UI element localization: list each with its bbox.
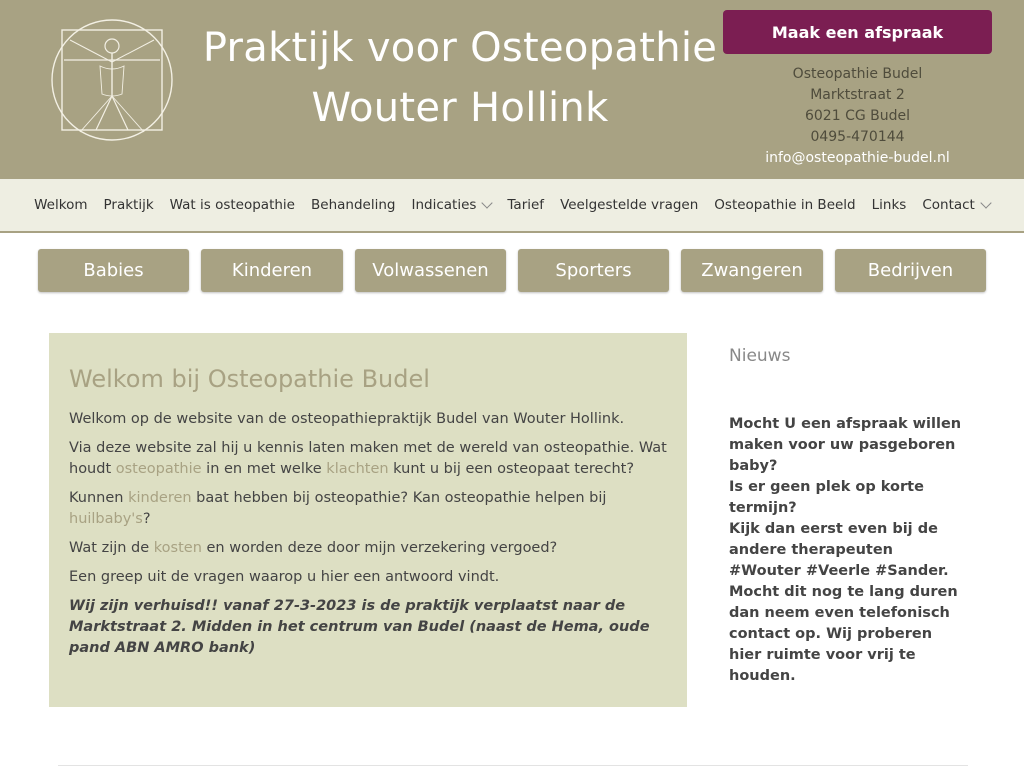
welcome-paragraph-1: Welkom op de website van de osteopathiepraktijk Budel van Wouter Hollink.	[69, 411, 625, 427]
link-kosten[interactable]: kosten	[153, 540, 202, 556]
site-title-line1: Praktijk voor Osteopathie	[202, 25, 718, 71]
link-kinderen[interactable]: kinderen	[128, 490, 192, 506]
chevron-down-icon[interactable]	[980, 197, 991, 208]
category-button-zwangeren[interactable]: Zwangeren	[681, 249, 823, 292]
welcome-paragraph-2	[69, 438, 667, 480]
nav-item-tarief[interactable]	[499, 197, 552, 213]
moved-notice: Wij zijn verhuisd!! vanaf 27-3-2023 is de praktijk verplaatst naar de Marktstraat 2. Midden in het centrum van Budel (naast de Hema, oude pand ABN AMRO bank)	[69, 598, 650, 656]
site-title-line2: Wouter Hollink	[311, 85, 609, 131]
news-body	[729, 414, 969, 687]
contact-address	[723, 64, 992, 169]
welcome-paragraph-4	[69, 538, 667, 559]
news-line: Mocht dit nog te lang duren dan neem even telefonisch contact op. Wij proberen hier ruimte voor vrij te houden.	[729, 584, 958, 684]
welcome-heading: Welkom bij Osteopathie Budel	[69, 365, 430, 393]
text: Wat zijn de	[69, 540, 154, 556]
footer-divider	[58, 765, 968, 766]
category-buttons	[0, 249, 1024, 294]
address-name: Osteopathie Budel	[792, 66, 923, 82]
text: Kunnen	[69, 490, 129, 506]
welcome-paragraph-3	[69, 488, 667, 530]
nav-item-label: Links	[871, 197, 907, 213]
text: ?	[142, 511, 151, 527]
chevron-down-icon[interactable]	[482, 197, 493, 208]
nav-item-osteopathie-in-beeld[interactable]	[706, 197, 863, 213]
nav-item-indicaties[interactable]	[403, 197, 499, 213]
site-title	[190, 18, 730, 138]
nav-item-behandeling[interactable]	[303, 197, 403, 213]
nav-item-label: Praktijk	[103, 197, 154, 213]
category-button-bedrijven[interactable]: Bedrijven	[835, 249, 986, 292]
main-nav	[0, 179, 1024, 233]
link-klachten[interactable]: klachten	[326, 461, 389, 477]
news-line: Is er geen plek op korte termijn?	[729, 479, 924, 516]
nav-item-label: Behandeling	[311, 197, 396, 213]
address-email[interactable]: info@osteopathie-budel.nl	[765, 150, 950, 166]
vitruvian-man-icon[interactable]	[50, 18, 174, 142]
category-button-kinderen[interactable]: Kinderen	[201, 249, 343, 292]
nav-item-label: Veelgestelde vragen	[560, 197, 699, 213]
welcome-panel	[49, 333, 687, 707]
nav-item-label: Tarief	[507, 197, 545, 213]
site-header	[0, 0, 1024, 179]
nav-item-label: Indicaties	[411, 197, 477, 213]
nav-item-wat-is-osteopathie[interactable]	[162, 197, 303, 213]
category-button-babies[interactable]: Babies	[38, 249, 189, 292]
nav-item-links[interactable]	[864, 197, 915, 213]
nav-item-praktijk[interactable]	[96, 197, 162, 213]
category-button-sporters[interactable]: Sporters	[518, 249, 669, 292]
nav-item-label: Osteopathie in Beeld	[714, 197, 856, 213]
address-city: 6021 CG Budel	[804, 108, 911, 124]
nav-item-label: Wat is osteopathie	[169, 197, 295, 213]
welcome-paragraph-5: Een greep uit de vragen waarop u hier een antwoord vindt.	[69, 569, 500, 585]
text: kunt u bij een osteopaat terecht?	[388, 461, 635, 477]
text: baat hebben bij osteopathie? Kan osteopathie helpen bij	[191, 490, 607, 506]
news-line: Kijk dan eerst even bij de andere therapeuten #Wouter #Veerle #Sander.	[729, 521, 949, 579]
link-huilbabys[interactable]: huilbaby's	[69, 511, 143, 527]
news-section	[729, 344, 969, 687]
text: in en met welke	[201, 461, 327, 477]
news-heading: Nieuws	[729, 346, 791, 366]
nav-item-label: Contact	[922, 197, 975, 213]
link-osteopathie[interactable]: osteopathie	[115, 461, 202, 477]
nav-item-contact[interactable]	[914, 197, 998, 213]
news-line: Mocht U een afspraak willen maken voor uw pasgeboren baby?	[729, 416, 962, 474]
text: en worden deze door mijn verzekering vergoed?	[201, 540, 558, 556]
make-appointment-button[interactable]: Maak een afspraak	[723, 10, 992, 54]
category-button-volwassenen[interactable]: Volwassenen	[355, 249, 506, 292]
nav-item-veelgestelde-vragen[interactable]	[552, 197, 706, 213]
text: Via deze website zal hij u kennis laten maken met de wereld van osteopathie. Wat houdt	[69, 440, 667, 477]
nav-item-label: Welkom	[34, 197, 88, 213]
nav-item-welkom[interactable]	[26, 197, 95, 213]
address-phone[interactable]: 0495-470144	[810, 129, 905, 145]
address-street: Marktstraat 2	[810, 87, 905, 103]
